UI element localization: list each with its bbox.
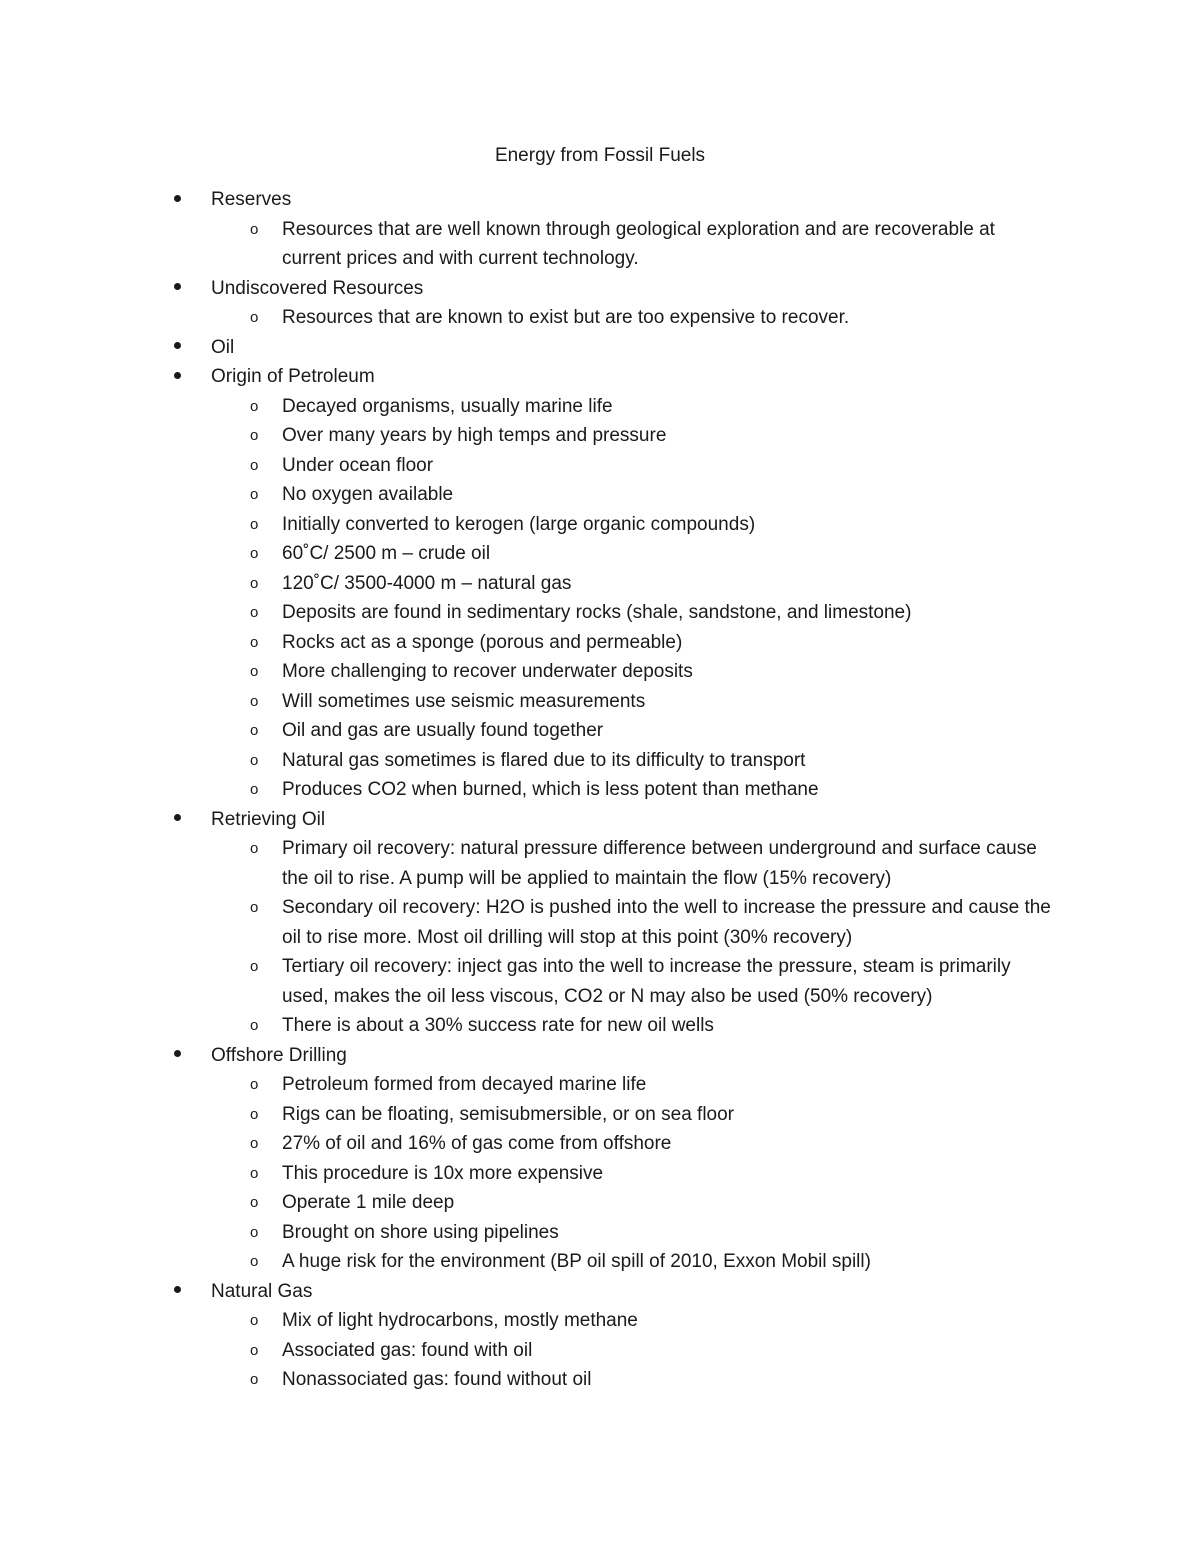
- bullet-icon: [171, 333, 183, 363]
- circle-bullet-icon: o: [250, 1253, 259, 1270]
- list-item-text: Produces CO2 when burned, which is less potent than methane: [282, 779, 819, 800]
- list-item: [0, 746, 1200, 776]
- list-item: [0, 451, 1200, 481]
- list-item-text: Nonassociated gas: found without oil: [282, 1369, 592, 1390]
- list-item: [0, 1129, 1200, 1159]
- circle-bullet-icon: o: [250, 722, 259, 739]
- circle-bullet-icon: o: [250, 751, 259, 769]
- sub-list: [0, 834, 1200, 1041]
- circle-bullet-icon: o: [250, 840, 259, 857]
- list-item-text: Secondary oil recovery: H2O is pushed into the well to increase the pressure and cause the oil to rise more. Most oil drilling will stop at this point (30% recovery): [282, 897, 1051, 948]
- list-item-text: Oil and gas are usually found together: [282, 720, 604, 741]
- list-item: [0, 480, 1200, 510]
- bullet-icon: [171, 185, 183, 215]
- list-item: [0, 1365, 1200, 1395]
- list-item-text: Deposits are found in sedimentary rocks (shale, sandstone, and limestone): [282, 602, 912, 623]
- list-item: [0, 510, 1200, 540]
- list-item-text: Brought on shore using pipelines: [282, 1221, 559, 1243]
- list-item-text: 27% of oil and 16% of gas come from offshore: [282, 1133, 672, 1154]
- list-item-text: There is about a 30% success rate for new oil wells: [282, 1015, 714, 1036]
- list-item: [0, 569, 1200, 599]
- list-item: [0, 1188, 1200, 1218]
- list-item: [0, 1336, 1200, 1366]
- section-label: Reserves: [211, 189, 292, 210]
- list-item-text: Resources that are known to exist but are too expensive to recover.: [282, 307, 850, 328]
- list-item-text: Rocks act as a sponge (porous and permeable): [282, 631, 683, 653]
- circle-bullet-icon: o: [250, 515, 259, 533]
- section-label: Retrieving Oil: [211, 808, 326, 830]
- section-label: Oil: [211, 336, 235, 358]
- list-item-text: Over many years by high temps and pressure: [282, 425, 667, 446]
- list-item-text: Resources that are well known through geological exploration and are recoverable at current prices and with current technology.: [282, 218, 995, 269]
- section-item: [0, 1277, 1200, 1395]
- circle-bullet-icon: o: [250, 781, 259, 798]
- list-item-text: 60˚C/ 2500 m – crude oil: [282, 543, 491, 564]
- list-item-text: Associated gas: found with oil: [282, 1339, 533, 1361]
- list-item: [0, 215, 1200, 274]
- list-item: [0, 657, 1200, 687]
- sub-list: [0, 303, 1200, 333]
- section-label: Offshore Drilling: [211, 1044, 347, 1066]
- section-label: Natural Gas: [211, 1280, 313, 1302]
- list-item-text: Mix of light hydrocarbons, mostly methane: [282, 1310, 638, 1331]
- sub-list: [0, 1070, 1200, 1277]
- list-item: [0, 1306, 1200, 1336]
- list-item: [0, 598, 1200, 628]
- circle-bullet-icon: o: [250, 427, 259, 444]
- section-item: [0, 1041, 1200, 1277]
- list-item: [0, 893, 1200, 952]
- list-item-text: This procedure is 10x more expensive: [282, 1162, 604, 1184]
- list-item-text: Tertiary oil recovery: inject gas into the well to increase the pressure, steam is primarily used, makes the oil less viscous, CO2 or N may also be used (50% recovery): [282, 956, 1011, 1007]
- document-title: Energy from Fossil Fuels: [494, 145, 706, 166]
- circle-bullet-icon: o: [250, 309, 259, 326]
- section-item: [0, 185, 1200, 274]
- circle-bullet-icon: o: [250, 1341, 259, 1359]
- circle-bullet-icon: o: [250, 1371, 259, 1388]
- list-item-text: Natural gas sometimes is flared due to its difficulty to transport: [282, 749, 806, 771]
- circle-bullet-icon: o: [250, 220, 259, 238]
- circle-bullet-icon: o: [250, 604, 259, 621]
- circle-bullet-icon: o: [250, 545, 259, 562]
- list-item: [0, 421, 1200, 451]
- section-item: [0, 362, 1200, 805]
- circle-bullet-icon: o: [250, 899, 259, 916]
- list-item: [0, 716, 1200, 746]
- circle-bullet-icon: o: [250, 486, 259, 503]
- list-item: [0, 1247, 1200, 1277]
- list-item-text: Petroleum formed from decayed marine life: [282, 1074, 647, 1095]
- list-item: [0, 539, 1200, 569]
- list-item: [0, 1159, 1200, 1189]
- list-item: [0, 1070, 1200, 1100]
- list-item: [0, 1011, 1200, 1041]
- section-item: [0, 274, 1200, 333]
- circle-bullet-icon: o: [250, 397, 259, 415]
- section-label: Origin of Petroleum: [211, 366, 375, 387]
- circle-bullet-icon: o: [250, 574, 259, 592]
- list-item: [0, 1218, 1200, 1248]
- list-item: [0, 952, 1200, 1011]
- circle-bullet-icon: o: [250, 1135, 259, 1152]
- list-item: [0, 628, 1200, 658]
- list-item: [0, 392, 1200, 422]
- circle-bullet-icon: o: [250, 633, 259, 651]
- list-item: [0, 775, 1200, 805]
- circle-bullet-icon: o: [250, 663, 259, 680]
- sub-list: [0, 1306, 1200, 1395]
- circle-bullet-icon: o: [250, 958, 259, 975]
- list-item: [0, 1100, 1200, 1130]
- notes-outline: [0, 185, 1200, 1395]
- list-item-text: Decayed organisms, usually marine life: [282, 395, 613, 417]
- circle-bullet-icon: o: [250, 1223, 259, 1241]
- list-item-text: Operate 1 mile deep: [282, 1192, 455, 1213]
- list-item: [0, 687, 1200, 717]
- circle-bullet-icon: o: [250, 1017, 259, 1034]
- list-item: [0, 303, 1200, 333]
- list-item-text: Under ocean floor: [282, 454, 434, 476]
- list-item: [0, 834, 1200, 893]
- bullet-icon: [171, 274, 183, 304]
- section-item: [0, 805, 1200, 1041]
- list-item-text: Initially converted to kerogen (large organic compounds): [282, 513, 756, 535]
- bullet-icon: [171, 362, 183, 392]
- circle-bullet-icon: o: [250, 1164, 259, 1182]
- circle-bullet-icon: o: [250, 1194, 259, 1211]
- list-item-text: Primary oil recovery: natural pressure difference between underground and surface cause the oil to rise. A pump will be applied to maintain the flow (15% recovery): [282, 838, 1037, 889]
- sub-list: [0, 392, 1200, 805]
- list-item-text: Rigs can be floating, semisubmersible, or on sea floor: [282, 1103, 735, 1125]
- circle-bullet-icon: o: [250, 692, 259, 710]
- bullet-icon: [171, 1277, 183, 1307]
- circle-bullet-icon: o: [250, 456, 259, 474]
- list-item-text: More challenging to recover underwater deposits: [282, 661, 693, 682]
- list-item-text: No oxygen available: [282, 484, 454, 505]
- bullet-icon: [171, 805, 183, 835]
- list-item-text: Will sometimes use seismic measurements: [282, 690, 646, 712]
- sub-list: [0, 215, 1200, 274]
- list-item-text: A huge risk for the environment (BP oil spill of 2010, Exxon Mobil spill): [282, 1251, 871, 1272]
- circle-bullet-icon: o: [250, 1105, 259, 1123]
- circle-bullet-icon: o: [250, 1312, 259, 1329]
- bullet-icon: [171, 1041, 183, 1071]
- circle-bullet-icon: o: [250, 1076, 259, 1093]
- section-label: Undiscovered Resources: [211, 277, 424, 299]
- section-item: [0, 333, 1200, 363]
- list-item-text: 120˚C/ 3500-4000 m – natural gas: [282, 572, 572, 594]
